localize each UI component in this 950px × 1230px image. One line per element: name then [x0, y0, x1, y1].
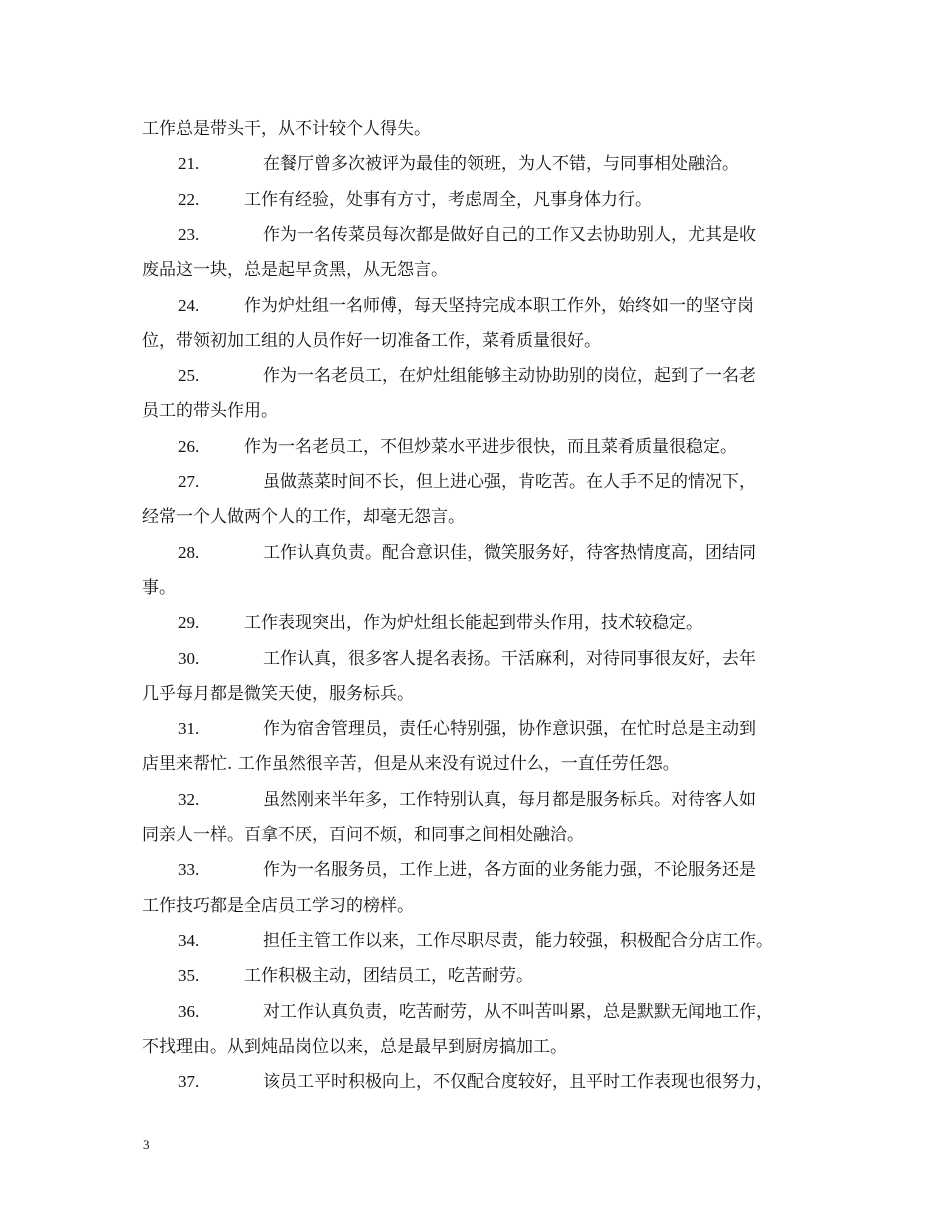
line-text: 事。: [142, 577, 176, 598]
item-number: 32.: [178, 789, 200, 809]
line-text: 不找理由。从到炖品岗位以来，总是最早到厨房搞加工。: [142, 1036, 567, 1057]
item-number: 34.: [178, 930, 200, 950]
item-text: 作为一名传菜员每次都是做好自己的工作又去协助别人，尤其是收: [263, 224, 756, 245]
item-number: 35.: [178, 966, 200, 986]
item-number: 37.: [178, 1072, 200, 1092]
item-text: 工作表现突出，作为炉灶组长能起到带头作用，技术较稳定。: [244, 613, 703, 634]
item-text: 担任主管工作以来，工作尽职尽责，能力较强，积极配合分店工作。: [263, 930, 773, 951]
item-number: 26.: [178, 436, 200, 456]
item-number: 24.: [178, 295, 200, 315]
item-text: 虽做蒸菜时间不长，但上进心强，肯吃苦。在人手不足的情况下，: [263, 472, 756, 492]
line-text: 废品这一块，总是起早贪黑，从无怨言。: [142, 260, 448, 281]
item-text: 作为一名老员工，不但炒菜水平进步很快，而且菜肴质量很稳定。: [244, 436, 737, 457]
line-text: 工作总是带头干，从不计较个人得失。: [142, 119, 431, 139]
item-text: 作为一名老员工，在炉灶组能够主动协助别的岗位，起到了一名老: [263, 366, 756, 387]
line-text: 员工的带头作用。: [142, 401, 278, 422]
item-text: 作为一名服务员，工作上进，各方面的业务能力强，不论服务还是: [263, 860, 756, 881]
item-number: 31.: [178, 719, 200, 739]
item-text: 工作认真负责。配合意识佳，微笑服务好，待客热情度高，团结同: [263, 542, 756, 563]
item-text: 工作认真，很多客人提名表扬。干活麻利，对待同事很友好，去年: [263, 648, 756, 669]
item-number: 36.: [178, 1001, 200, 1021]
line-text: 工作技巧都是全店员工学习的榜样。: [142, 895, 414, 916]
item-number: 25.: [178, 366, 200, 386]
page-number: 3: [143, 1137, 150, 1152]
item-number: 23.: [178, 224, 200, 244]
item-number: 29.: [178, 613, 200, 633]
item-text: 工作积极主动，团结员工，吃苦耐劳。: [244, 966, 533, 987]
line-text: 同亲人一样。百拿不厌，百问不烦，和同事之间相处融洽。: [142, 825, 584, 845]
item-text: 虽然刚来半年多，工作特别认真，每月都是服务标兵。对待客人如: [263, 789, 756, 810]
item-text: 该员工平时积极向上，不仅配合度较好，且平时工作表现也很努力，: [263, 1072, 773, 1093]
item-text: 工作有经验，处事有方寸，考虑周全，凡事身体力行。: [244, 189, 652, 210]
item-number: 28.: [178, 542, 200, 562]
item-number: 21.: [178, 154, 200, 174]
item-number: 33.: [178, 860, 200, 880]
line-text: 经常一个人做两个人的工作，却毫无怨言。: [142, 507, 465, 528]
item-text: 作为炉灶组一名师傅，每天坚持完成本职工作外，始终如一的坚守岗: [244, 295, 754, 316]
item-number: 27.: [178, 472, 200, 491]
line-text: 位，带领初加工组的人员作好一切准备工作，菜肴质量很好。: [142, 330, 601, 351]
item-text: 作为宿舍管理员，责任心特别强，协作意识强，在忙时总是主动到: [263, 719, 756, 740]
item-number: 22.: [178, 189, 200, 209]
item-text: 对工作认真负责，吃苦耐劳，从不叫苦叫累，总是默默无闻地工作，: [263, 1001, 773, 1022]
item-number: 30.: [178, 648, 200, 668]
item-text: 在餐厅曾多次被评为最佳的领班，为人不错，与同事相处融洽。: [263, 154, 739, 175]
line-text: 店里来帮忙. 工作虽然很辛苦，但是从来没有说过什么，一直任劳任怨。: [142, 754, 680, 775]
line-text: 几乎每月都是微笑天使，服务标兵。: [142, 683, 414, 704]
